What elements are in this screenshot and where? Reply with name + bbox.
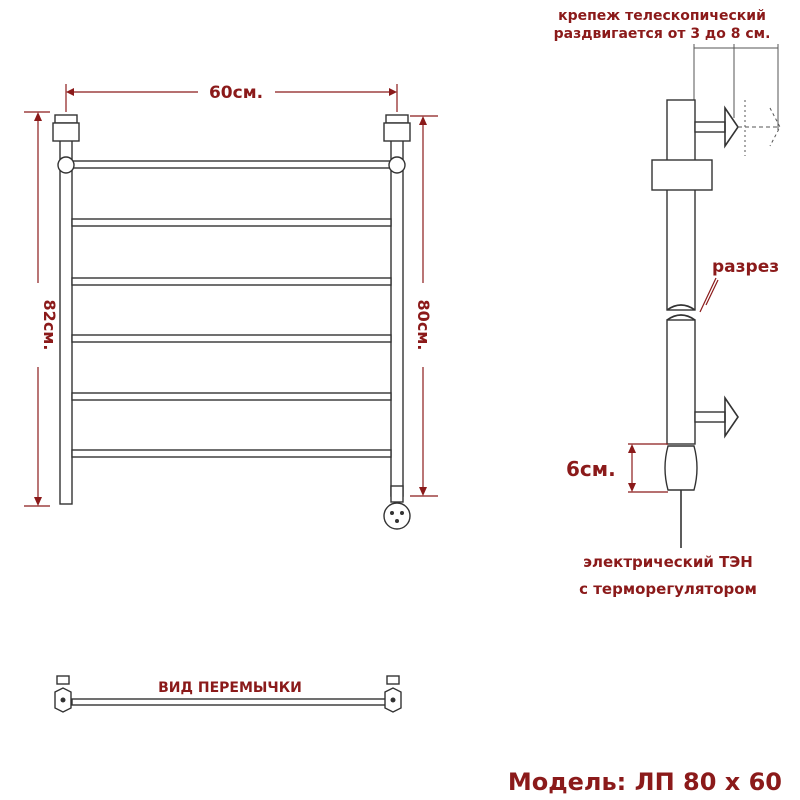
width-label: 60см. [208,83,264,103]
jumper-right-end [385,676,401,712]
cut-label: разрез [712,257,780,277]
crossbar-3 [72,335,391,342]
gap-label: 6см. [566,457,616,481]
front-view [24,83,438,529]
crossbar-4 [72,393,391,400]
side-view [554,8,780,598]
right-top-cap [386,115,408,123]
heater-label-line2: с терморегулятором [579,580,757,598]
height-inner-label: 80см. [414,299,433,351]
left-top-cap [55,115,77,123]
left-joint [58,157,74,173]
side-upper-post [667,100,695,310]
right-height-dimension [410,116,438,496]
jumper-view [55,676,401,712]
jumper-view-label: ВИД ПЕРЕМЫЧКИ [158,680,302,696]
heating-element [665,446,697,490]
right-top-bracket [384,123,410,141]
side-bracket [652,160,712,190]
gap-dimension [566,444,668,492]
jumper-left-end [55,676,71,712]
height-outer-label: 82см. [40,299,59,351]
side-lower-post [667,320,695,444]
jumper-rod [72,699,390,705]
left-upright [60,136,72,504]
width-dimension [66,83,397,112]
crossbar-2 [72,278,391,285]
left-top-bracket [53,123,79,141]
left-height-dimension [24,112,59,506]
crossbar-1 [72,219,391,226]
heater-plug [384,486,410,529]
model-label: Модель: ЛП 80 х 60 [507,768,782,796]
top-jumper-rod [70,161,393,168]
right-joint [389,157,405,173]
heater-label-line1: электрический ТЭН [583,553,753,571]
telescopic-dimension [694,44,778,130]
mount-label-line2: раздвигается от 3 до 8 см. [553,26,771,42]
crossbar-5 [72,450,391,457]
section-break-bottom [667,315,695,320]
upper-wall-fastener [695,100,780,156]
mount-label-line1: крепеж телескопический [558,8,766,24]
right-upright [391,136,403,496]
lower-wall-fastener [695,398,738,436]
